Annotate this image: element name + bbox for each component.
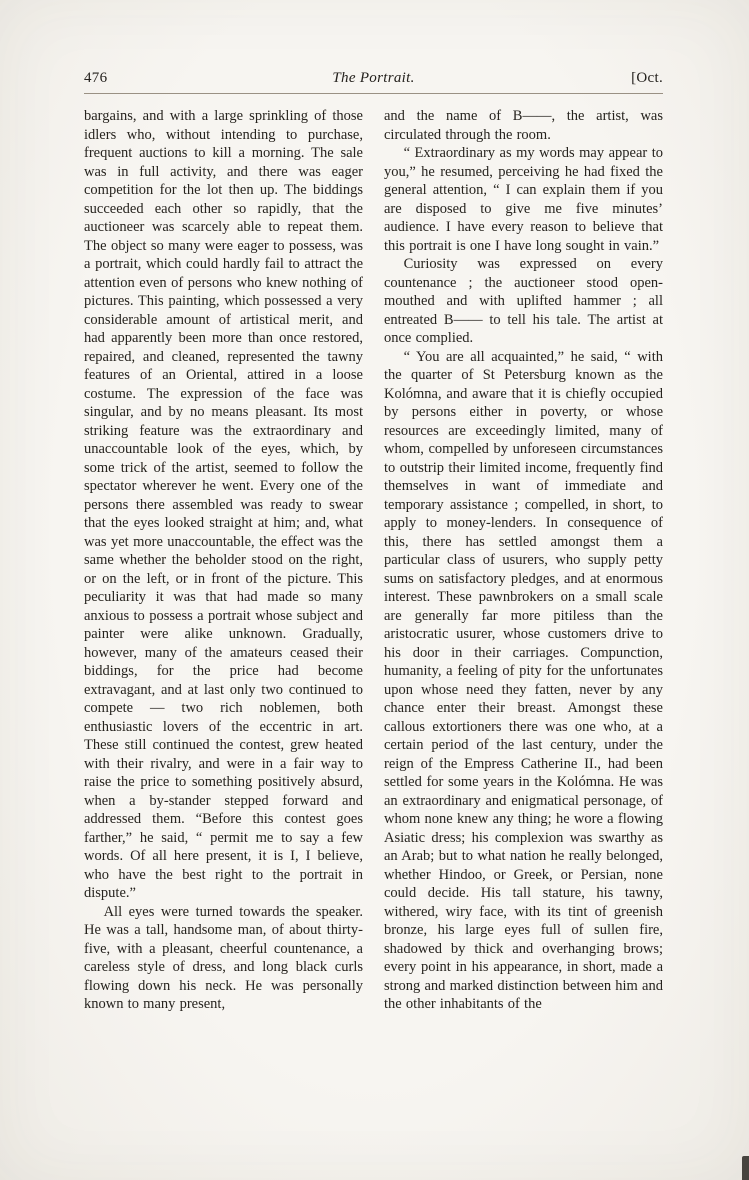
- paragraph: “ You are all acquainted,” he said, “ with the quarter of St Petersburg known as the Kolómna, and aware that it is chiefly occupied by persons either in poverty, or whose resources are exceedingly limited, many of whom, compelled by unforeseen circumstances to outstrip their limited income, frequently find themselves in want of immediate and temporary assistance ; compelled, in short, to apply to money-lenders. In consequence of this, there has settled amongst them a particular class of usurers, who supply petty sums on satisfactory pledges, and at enormous interest. These pawnbrokers on a small scale are generally far more pitiless than the aristocratic usurer, whose customers drive to his door in their carriages. Compunction, humanity, a feeling of pity for the unfortunates upon whose need they fatten, never by any chance enter their breast. Amongst these callous extortioners there was one who, at a certain period of the last century, under the reign of the Empress Catherine II., had been settled for some years in the Kolómna. He was an extraordinary and enigmatical personage, of whom none knew any thing; he wore a flowing Asiatic dress; his complexion was swarthy as an Arab; but to what nation he really belonged, whether Hindoo, or Greek, or Persian, none could decide. His tall stature, his tawny, withered, wiry face, with its tint of greenish bronze, his large eyes full of sullen fire, shadowed by thick and overhanging brows; every point in his appearance, in short, made a strong and marked distinction between him and the other inhabitants of the: [384, 348, 663, 1012]
- left-column: [84, 107, 363, 1014]
- text-columns: [84, 107, 663, 1014]
- paragraph: bargains, and with a large sprinkling of those idlers who, without intending to purchase, frequent auctions to kill a morning. The sale was in full activity, and there was eager competition for the lot then up. The biddings succeeded each other so rapidly, that the auctioneer was scarcely able to repeat them. The object so many were eager to possess, was a portrait, which could hardly fail to attract the attention even of persons who knew nothing of pictures. This painting, which possessed a very considerable amount of artistical merit, and had apparently been more than once restored, repaired, and cleaned, represented the tawny features of an Oriental, attired in a loose costume. The expression of the face was singular, and by no means pleasant. Its most striking feature was the extraordinary and unaccountable look of the eyes, which, by some trick of the artist, seemed to follow the spectator wherever he went. Every one of the persons there assembled was ready to swear that the eyes looked straight at him; and, what was yet more unaccountable, the effect was the same whether the beholder stood on the right, or on the left, or in front of the picture. This peculiarity it was that had made so many anxious to possess a portrait whose subject and painter were alike unknown. Gradually, however, many of the amateurs ceased their biddings, for the price had become extravagant, and at last only two continued to compete — two rich noblemen, both enthusiastic lovers of the eccentric in art. These still continued the contest, grew heated with their rivalry, and were in a fair way to raise the price to something positively absurd, when a by-stander stepped forward and addressed them. “Before this contest goes farther,” he said, “ permit me to say a few words. Of all here present, it is I, I believe, who have the best right to the portrait in dispute.”: [84, 108, 363, 901]
- page-header: [84, 70, 663, 94]
- paragraph: and the name of B——, the artist, was circulated through the room.: [384, 108, 663, 143]
- page-title: The Portrait.: [332, 70, 415, 86]
- paragraph: All eyes were turned towards the speaker. He was a tall, handsome man, of about thirty-five, with a pleasant, cheerful countenance, a careless style of dress, and long black curls flowing down his neck. He was personally known to many present,: [84, 903, 363, 1012]
- page-number: 476: [84, 70, 108, 86]
- right-column: [384, 107, 663, 1014]
- issue-date-label: [Oct.: [631, 70, 663, 86]
- scan-edge-artifact: [742, 1156, 749, 1180]
- paragraph: Curiosity was expressed on every countenance ; the auctioneer stood open-mouthed and with uplifted hammer ; all entreated B—— to tell his tale. The artist at once complied.: [384, 256, 663, 346]
- paragraph: “ Extraordinary as my words may appear to you,” he resumed, perceiving he had fixed the general attention, “ I can explain them if you are disposed to give me five minutes’ audience. I have every reason to believe that this portrait is one I have long sought in vain.”: [384, 145, 663, 254]
